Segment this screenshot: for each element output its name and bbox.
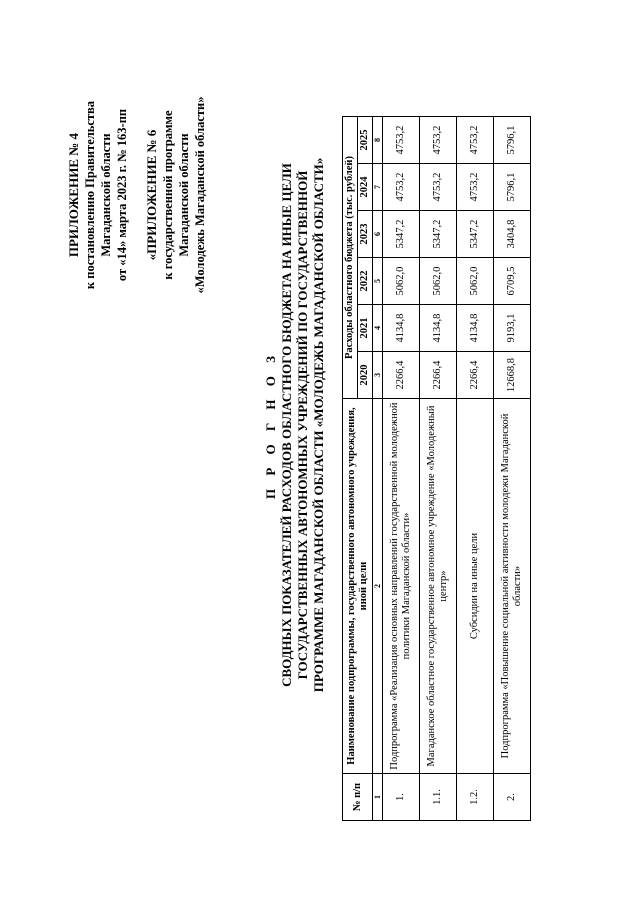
- column-number: 1: [373, 774, 383, 821]
- row-name: Магаданское областное государственное автономное учреждение «Молодежный центр»: [420, 399, 457, 774]
- row-value: 4753,2: [420, 164, 457, 211]
- row-value: 12668,8: [494, 352, 531, 399]
- column-number: 5: [373, 258, 383, 305]
- row-value: 5347,2: [383, 211, 420, 258]
- document-title: [263, 65, 327, 785]
- row-value: 5062,0: [420, 258, 457, 305]
- row-value: 4134,8: [457, 305, 494, 352]
- row-value: 4753,2: [383, 117, 420, 164]
- appendix-line: к постановлению Правительства: [83, 100, 97, 290]
- row-name: Субсидии на иные цели: [457, 399, 494, 774]
- column-number: 6: [373, 211, 383, 258]
- header-num: № п/п: [343, 774, 373, 821]
- title-line: СВОДНЫХ ПОКАЗАТЕЛЕЙ РАСХОДОВ ОБЛАСТНОГО БЮДЖЕТА НА ИНЫЕ ЦЕЛИ: [279, 163, 294, 687]
- table-row: [383, 117, 420, 821]
- appendix-program: «Молодежь Магаданской области»: [193, 96, 207, 294]
- appendix-line: к государственной программе: [161, 110, 175, 280]
- row-value: 5062,0: [383, 258, 420, 305]
- column-number: 4: [373, 305, 383, 352]
- year-header: 2023: [358, 211, 373, 258]
- row-value: 3404,8: [494, 211, 531, 258]
- table-row: [494, 117, 531, 821]
- row-value: 5796,1: [494, 117, 531, 164]
- row-num: 1.2.: [457, 774, 494, 821]
- appendix-subtitle: «ПРИЛОЖЕНИЕ № 6: [144, 129, 159, 261]
- appendix-line: Магаданской области: [177, 133, 191, 257]
- year-header: 2020: [358, 352, 373, 399]
- row-value: 4134,8: [420, 305, 457, 352]
- year-header: 2021: [358, 305, 373, 352]
- row-value: 5796,1: [494, 164, 531, 211]
- row-value: 5347,2: [420, 211, 457, 258]
- row-name: Подпрограмма «Реализация основных направлений государственной молодежной политики Магаданской области»: [383, 399, 420, 774]
- title-word: П Р О Г Н О З: [263, 350, 278, 500]
- year-header: 2025: [358, 117, 373, 164]
- row-value: 4753,2: [383, 164, 420, 211]
- row-value: 2266,4: [457, 352, 494, 399]
- column-number: 3: [373, 352, 383, 399]
- appendix-line: Магаданской области: [99, 133, 113, 257]
- year-header: 2022: [358, 258, 373, 305]
- row-num: 1.1.: [420, 774, 457, 821]
- appendix-date: от «14» марта 2023 г. № 163-пп: [115, 108, 129, 282]
- row-value: 5347,2: [457, 211, 494, 258]
- row-value: 2266,4: [420, 352, 457, 399]
- row-value: 9193,1: [494, 305, 531, 352]
- row-value: 4753,2: [457, 164, 494, 211]
- appendix-block: [66, 45, 208, 345]
- table-row: [457, 117, 494, 821]
- row-num: 1.: [383, 774, 420, 821]
- row-value: 4134,8: [383, 305, 420, 352]
- column-number: 7: [373, 164, 383, 211]
- row-value: 6709,5: [494, 258, 531, 305]
- column-number: 8: [373, 117, 383, 164]
- row-num: 2.: [494, 774, 531, 821]
- appendix-title: ПРИЛОЖЕНИЕ № 4: [66, 132, 81, 258]
- row-value: 2266,4: [383, 352, 420, 399]
- row-name: Подпрограмма «Повышение социальной активности молодежи Магаданской области»: [494, 399, 531, 774]
- row-value: 4753,2: [457, 117, 494, 164]
- table-row: [420, 117, 457, 821]
- row-value: 5062,0: [457, 258, 494, 305]
- row-value: 4753,2: [420, 117, 457, 164]
- header-expenses: Расходы областного бюджета (тыс. рублей): [343, 117, 358, 399]
- column-number: 2: [373, 399, 383, 774]
- title-line: ПРОГРАММЕ МАГАДАНСКОЙ ОБЛАСТИ «МОЛОДЕЖЬ МАГАДАНСКОЙ ОБЛАСТИ»: [311, 157, 326, 693]
- title-line: ГОСУДАРСТВЕННЫХ АВТОНОМНЫХ УЧРЕЖДЕНИЙ ПО ГОСУДАРСТВЕННОЙ: [295, 170, 310, 680]
- header-name: Наименование подпрограммы, государственного автономного учреждения, иной цели: [343, 399, 373, 774]
- year-header: 2024: [358, 164, 373, 211]
- forecast-table: [342, 116, 531, 821]
